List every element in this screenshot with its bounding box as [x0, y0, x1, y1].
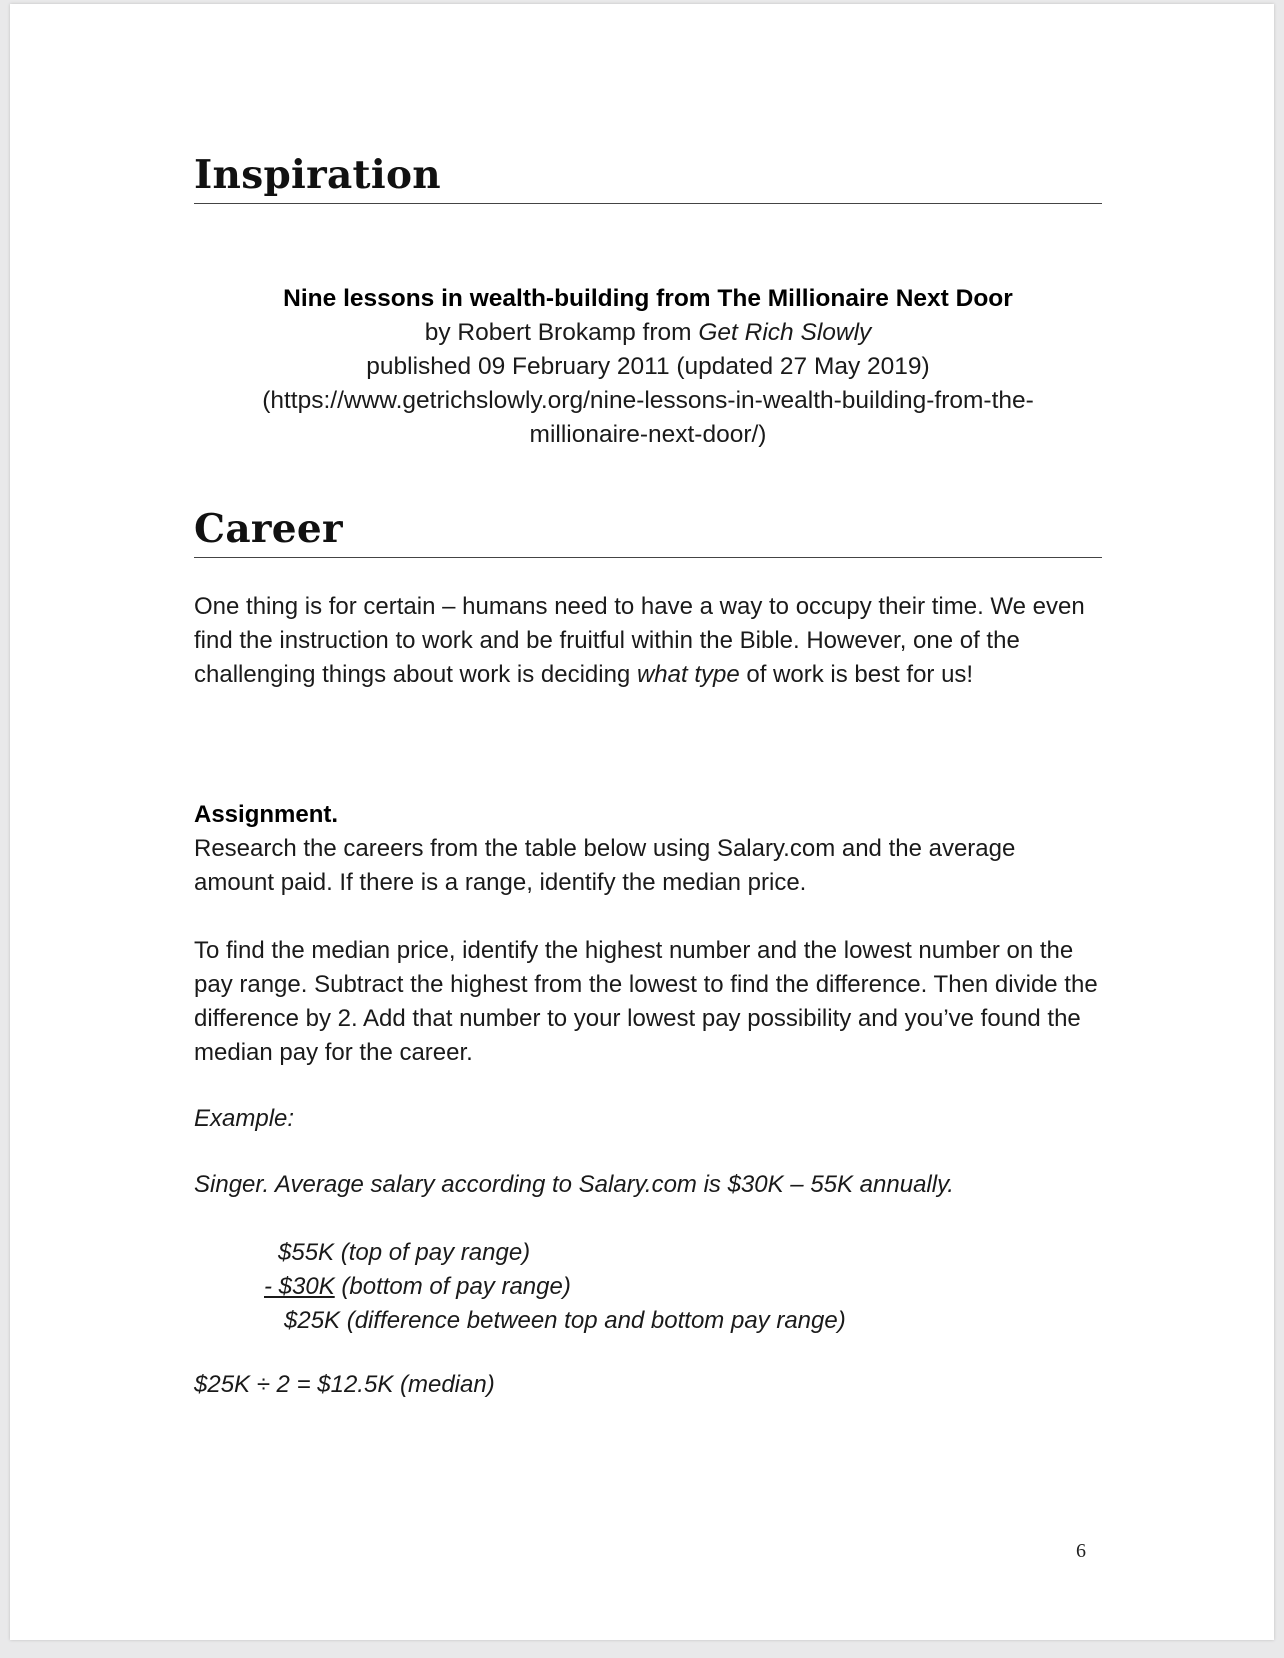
example-label: Example:: [194, 1105, 295, 1132]
document-page: [10, 4, 1274, 1640]
assignment-text: Research the careers from the table below using Salary.com and the average amount paid. If there is a range, identify the median price.: [194, 835, 1016, 896]
citation-url-line2: millionaire-next-door/): [529, 421, 767, 448]
calc-difference: $25K (difference between top and bottom pay range): [284, 1307, 846, 1334]
citation-byline: [194, 316, 1102, 350]
citation-title: Nine lessons in wealth-building from The Millionaire Next Door: [283, 285, 1013, 312]
inspiration-heading: Inspiration: [194, 154, 1102, 204]
career-intro-paragraph: [194, 590, 1102, 692]
calc-bottom-of-range: [264, 1270, 846, 1304]
calc-top-of-range: $55K (top of pay range): [278, 1239, 531, 1266]
citation-source: Get Rich Slowly: [698, 319, 872, 346]
citation-author: by Robert Brokamp from: [424, 319, 699, 346]
salary-calculation: [264, 1236, 846, 1338]
citation-block: [194, 282, 1102, 452]
calc-minus-note: (bottom of pay range): [334, 1273, 571, 1300]
career-intro-text-1: One thing is for certain – humans need to have a way to occupy their time. We even find the instruction to work and be fruitful within the Bible. However, one of the challenging things about work is deciding: [194, 593, 1085, 688]
median-instructions-paragraph: To find the median price, identify the highest number and the lowest number on the pay range. Subtract the highest from the lowest to find the difference. Then divide the difference by 2. Add that number to your lowest pay possibility and you’ve found the median pay for the career.: [194, 937, 1098, 1066]
calc-minus-value: - $30K: [264, 1273, 335, 1300]
assignment-title: Assignment.: [194, 801, 339, 828]
median-result-line: $25K ÷ 2 = $12.5K (median): [194, 1371, 495, 1398]
citation-url-line1: (https://www.getrichslowly.org/nine-lessons-in-wealth-building-from-the-: [262, 387, 1034, 414]
page-number: 6: [1076, 1540, 1086, 1562]
citation-published: published 09 February 2011 (updated 27 May 2019): [366, 353, 930, 380]
career-intro-emphasis: what type: [636, 661, 740, 688]
career-heading: Career: [194, 508, 1102, 558]
assignment-block: [194, 798, 1102, 900]
career-intro-text-2: of work is best for us!: [739, 661, 974, 688]
singer-salary-line: Singer. Average salary according to Salary.com is $30K – 55K annually.: [194, 1171, 954, 1198]
